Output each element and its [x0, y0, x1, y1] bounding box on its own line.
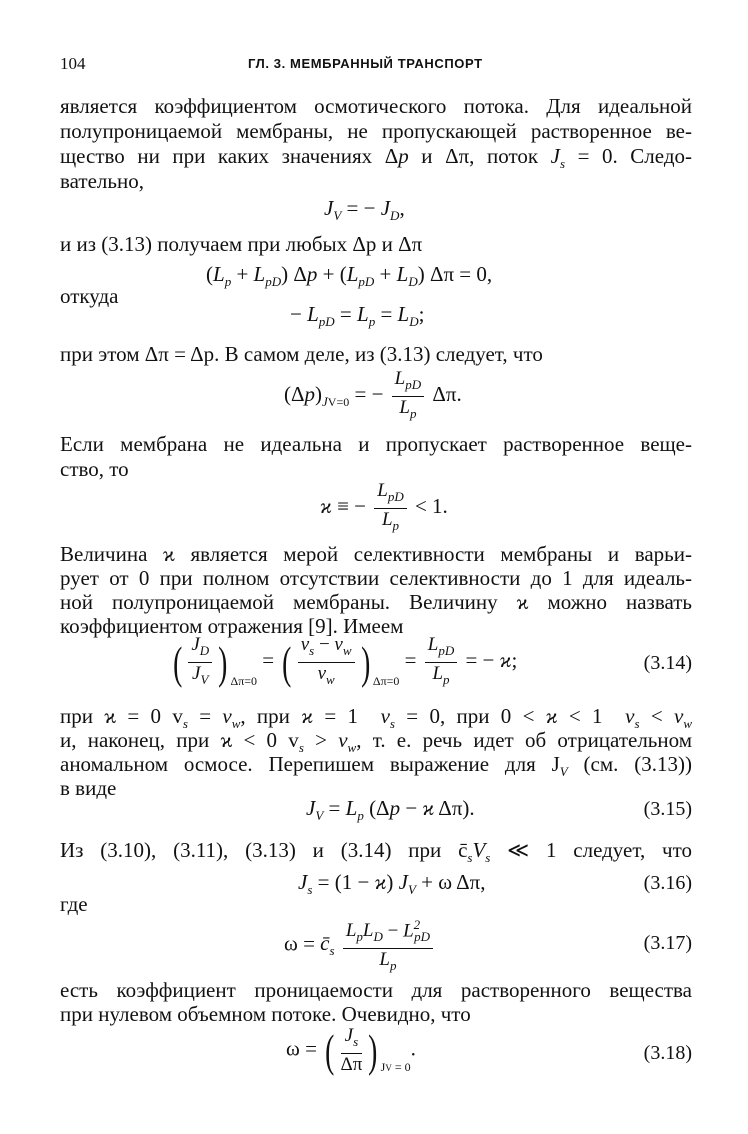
text-line: при ϰ = 0 $v_s = v_w$, при ϰ = 1 $v_s = 0$, при 0 < ϰ < 1 $v_s < v_w$ — [60, 704, 692, 732]
text-line: коэффициентом отражения [9]. Имеем — [60, 614, 404, 638]
page-number: 104 — [60, 54, 86, 73]
text-line: есть коэффициент проницаемости для растворенного вещества — [60, 978, 692, 1002]
text-line: щество ни при каких значениях Δp и Δπ, поток $J_s = 0$. Следо- — [60, 144, 692, 172]
text-line: вательно, — [60, 169, 144, 193]
equation-jv-jd: $J_V$ = − $J_D$, — [324, 196, 405, 224]
equation-3-17: $\omega = c̄_s$ $\frac{L_pL_D - L^2_{pD}}{L_p}$ — [284, 914, 436, 977]
text-line: при нулевом объемном потоке. Очевидно, что — [60, 1002, 471, 1026]
equation-number: (3.15) — [643, 798, 692, 820]
text-line: откуда — [60, 284, 119, 308]
text-line: ство, то — [60, 457, 129, 481]
equation-3-16: $J_s = (1 - ϰ) J_V + \omega$ Δπ, — [298, 870, 486, 898]
chapter-title: ГЛ. 3. МЕМБРАННЫЙ ТРАНСПОРТ — [248, 56, 483, 71]
text-line: и, наконец, при ϰ < 0 $v_s > v_w$, т. е. речь идет об отрицательном — [60, 728, 693, 756]
text-line: при этом Δπ = Δp. В самом деле, из (3.13) следует, что — [60, 342, 543, 366]
text-line: где — [60, 892, 88, 916]
text-line: полупроницаемой мембраны, не пропускающей растворенное ве- — [60, 119, 692, 143]
text-line: Из (3.10), (3.11), (3.13) и (3.14) при $c̄_sV_s$ ≪ 1 следует, что — [60, 838, 692, 866]
text-line: ной полупроницаемой мембраны. Величину ϰ можно назвать — [60, 590, 692, 614]
text-line: и из (3.13) получаем при любых Δp и Δπ — [60, 232, 423, 256]
equation-number: (3.16) — [643, 872, 692, 894]
equation-equal-coeffs: − $L_{pD} = L_p = L_D$; — [290, 302, 425, 330]
equation-number: (3.17) — [643, 932, 692, 954]
text-line: в виде — [60, 776, 117, 800]
text-line: аномальном осмосе. Перепишем выражение для $J_V$ (см. (3.13)) — [60, 752, 692, 780]
equation-3-18: ω = ( $\frac{J_s}{\Delta\pi}$ ) $_{JV = 0}$. — [286, 1025, 416, 1076]
equation-delta-p: $(\Delta p)_{JV=0}$ = − $\frac{L_{pD}}{L_p}$ Δπ. — [284, 368, 462, 421]
equation-3-14: ( $\frac{J_D}{J_V}$ ) $_{\Delta\pi=0}$ = ( $\frac{v_s - v_w}{v_w}$ ) $_{\Delta\pi=0}$ = $\frac{L_{pD}}{L_p}$ = − ϰ; — [173, 634, 518, 689]
equation-3-15: $J_V = L_p$ (Δp − ϰ Δπ). — [306, 796, 475, 824]
equation-number: (3.14) — [643, 652, 692, 674]
equation-sum: $(L_p + L_{pD}) \Delta p + (L_{pD} + L_D) \Delta\pi = 0$, — [206, 262, 493, 290]
text-line: Если мембрана не идеальна и пропускает растворенное веще- — [60, 432, 692, 456]
text-line: Величина ϰ является мерой селективности мембраны и варьи- — [60, 542, 692, 566]
equation-number: (3.18) — [643, 1042, 692, 1064]
text-line: рует от 0 при полном отсутствии селективности до 1 для идеаль- — [60, 566, 692, 590]
equation-kappa: ϰ ≡ − $\frac{L_{pD}}{L_p}$ < 1. — [320, 480, 448, 533]
text-line: является коэффициентом осмотического потока. Для идеальной — [60, 94, 692, 118]
